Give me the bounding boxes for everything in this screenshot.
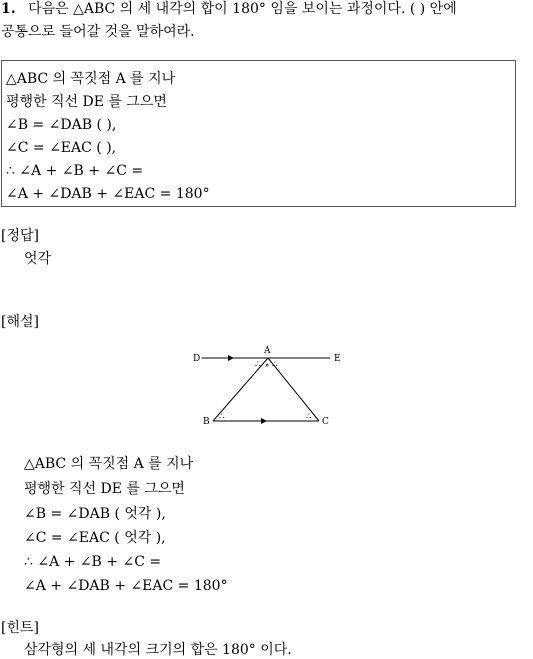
angle-mark-eac: ∴	[272, 360, 278, 370]
explanation-line-6: ∠A + ∠DAB + ∠EAC = 180°	[24, 578, 228, 594]
problem-text-1: 다음은 △ABC 의 세 내각의 합이 180° 임을 보이는 과정이다. ( ) 안에	[28, 1, 457, 17]
label-b: B	[203, 417, 210, 427]
question-box	[1, 60, 516, 207]
box-line-4: ∠C = ∠EAC ( ),	[6, 140, 117, 156]
answer-label: [정답]	[1, 228, 39, 244]
hint-text: 삼각형의 세 내각의 크기의 합은 180° 이다.	[24, 642, 292, 658]
angle-mark-b: ∴	[219, 412, 225, 422]
explanation-label: [해설]	[1, 314, 39, 330]
label-d: D	[193, 354, 201, 364]
angle-mark-bac: ∘	[265, 361, 270, 371]
explanation-line-2: 평행한 직선 DE 를 그으면	[24, 481, 185, 497]
explanation-line-5: ∴ ∠A + ∠B + ∠C =	[24, 554, 162, 570]
explanation-line-3: ∠B = ∠DAB ( 엇각 ),	[24, 506, 166, 522]
box-line-5: ∴ ∠A + ∠B + ∠C =	[6, 163, 144, 179]
answer-value: 엇각	[24, 251, 52, 267]
triangle-figure	[185, 342, 345, 432]
box-line-2: 평행한 직선 DE 를 그으면	[6, 94, 167, 110]
problem-text-2: 공통으로 들어갈 것을 말하여라.	[1, 24, 195, 40]
parallel-arrow-bc-icon	[261, 418, 267, 424]
box-line-6: ∠A + ∠DAB + ∠EAC = 180°	[6, 186, 210, 202]
angle-mark-c: ∴	[306, 412, 312, 422]
label-a: A	[264, 346, 271, 356]
angle-mark-dab: ∴	[255, 360, 261, 370]
problem-line-1	[1, 0, 457, 18]
parallel-arrow-de-icon	[228, 355, 234, 361]
label-e: E	[334, 354, 341, 364]
problem-number: 1.	[1, 1, 16, 17]
box-line-3: ∠B = ∠DAB ( ),	[6, 117, 117, 133]
label-c: C	[322, 417, 329, 427]
hint-label: [힌트]	[1, 620, 39, 636]
explanation-line-4: ∠C = ∠EAC ( 엇각 ),	[24, 530, 166, 546]
box-line-1: △ABC 의 꼭짓점 A 를 지나	[6, 71, 176, 87]
explanation-line-1: △ABC 의 꼭짓점 A 를 지나	[24, 456, 194, 472]
